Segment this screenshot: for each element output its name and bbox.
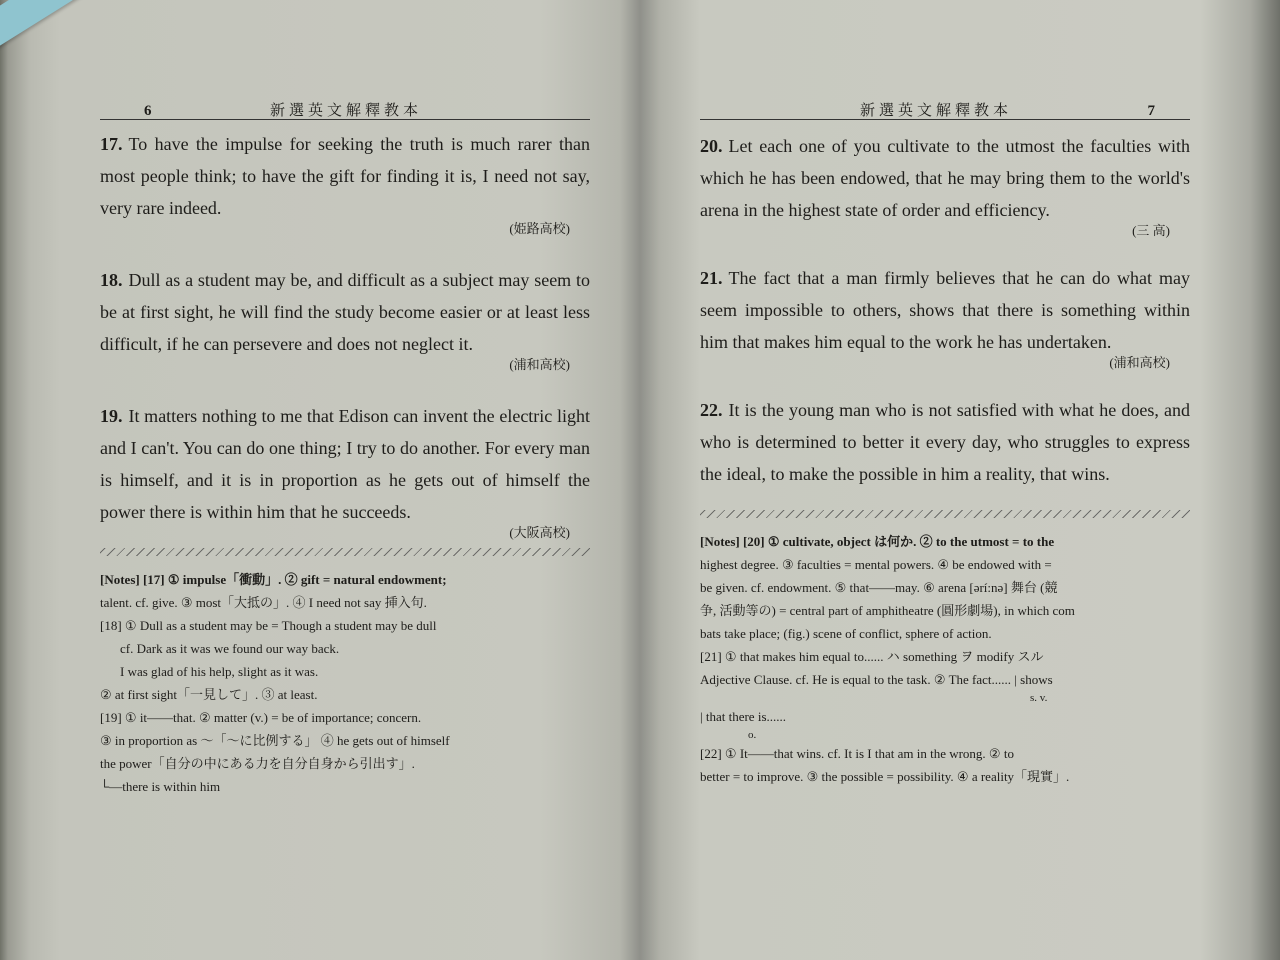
page-header [100,95,590,120]
passage-source: (浦和高校) [1109,355,1170,370]
note-line: be given. cf. endowment. ⑤ that——may. ⑥ arena [ərí:nə] 舞台 (競 [700,580,1058,595]
passage-number: 21. [700,268,723,288]
passage-22 [700,394,1190,490]
passage-number: 18. [100,270,123,290]
bookmark-ribbon [0,0,193,47]
passage-text: The fact that a man firmly believes that he can do what may seem impossible to others, shows that there is something within him that makes him equal to the work he has undertaken. [700,268,1190,352]
note-line: s. v. [1030,692,1048,704]
note-line: I was glad of his help, slight as it was. [120,664,319,679]
passage-text: Dull as a student may be, and difficult as a subject may seem to be at first sight, he will find the study become easier or at least less difficult, if he can persevere and does not neglect it. [100,270,590,354]
page-number: 7 [1147,103,1155,119]
passage-number: 20. [700,136,723,156]
note-line: [Notes] [20] ① cultivate, object は何か. ② to the utmost = to the [700,534,1055,549]
note-line: o. [748,729,757,741]
passage-source: (浦和高校) [509,357,570,372]
note-line: bats take place; (fig.) scene of conflict, sphere of action. [700,626,992,641]
wavy-divider [100,548,590,556]
passage-text: To have the impulse for seeking the truth is much rarer than most people think; to have the gift for finding it is, I need not say, very rare indeed. [100,134,590,218]
note-line: └—there is within him [100,779,221,794]
passage-source: (姫路高校) [509,221,570,236]
note-line: highest degree. ③ faculties = mental powers. ④ be endowed with = [700,557,1052,572]
passage-number: 19. [100,406,123,426]
notes-section [100,568,590,798]
note-line: better = to improve. ③ the possible = possibility. ④ a reality「現實」. [700,769,1070,784]
wavy-divider [700,510,1190,518]
note-line: talent. cf. give. ③ most「大抵の」. ④ I need not say 挿入句. [100,595,427,610]
note-line: ③ in proportion as 〜「〜に比例する」 ④ he gets out of himself [100,733,450,748]
page-number: 6 [144,103,152,119]
note-line: [21] ① that makes him equal to...... ハ something ヲ modify スル [700,649,1044,664]
note-line: [18] ① Dull as a student may be = Though a student may be dull [100,618,437,633]
passage-text: It matters nothing to me that Edison can invent the electric light and I can't. You can do one thing; I try to do another. For every man is himself, and it is in proportion as he gets out of himself the power there is within him that he succeeds. [100,406,590,522]
note-line: | that there is...... [700,709,786,724]
passage-21 [700,262,1190,372]
passage-number: 17. [100,134,123,154]
passage-source: (大阪高校) [509,525,570,540]
note-line: Adjective Clause. cf. He is equal to the task. ② The fact...... | shows [700,672,1053,687]
running-title: 新選英文解釋教本 [270,103,423,119]
left-page [100,95,590,798]
page-header [700,95,1190,120]
note-line: the power「自分の中にある力を自分自身から引出す」. [100,756,415,771]
passage-18 [100,264,590,374]
note-line: [19] ① it——that. ② matter (v.) = be of importance; concern. [100,710,422,725]
note-line: ② at first sight「一見して」. ③ at least. [100,687,318,702]
passage-number: 22. [700,400,723,420]
passage-text: It is the young man who is not satisfied with what he does, and who is determined to better it every day, who struggles to express the ideal, to make the possible in him a reality, that wins. [700,400,1190,484]
running-title: 新選英文解釋教本 [860,103,1013,119]
passage-source: (三 高) [1132,223,1170,238]
passage-19 [100,400,590,542]
note-line: [22] ① It——that wins. cf. It is I that am in the wrong. ② to [700,746,1014,761]
right-page [700,95,1190,788]
passage-17 [100,128,590,238]
notes-section [700,530,1190,788]
passage-text: Let each one of you cultivate to the utmost the faculties with which he has been endowed, that he may bring them to the world's arena in the highest state of order and efficiency. [700,136,1190,220]
note-line: 争, 活動等の) = central part of amphitheatre (圓形劇場), in which com [700,603,1075,618]
passage-20 [700,130,1190,240]
note-line: [Notes] [17] ① impulse「衝動」. ② gift = natural endowment; [100,572,447,587]
note-line: cf. Dark as it was we found our way back. [120,641,340,656]
